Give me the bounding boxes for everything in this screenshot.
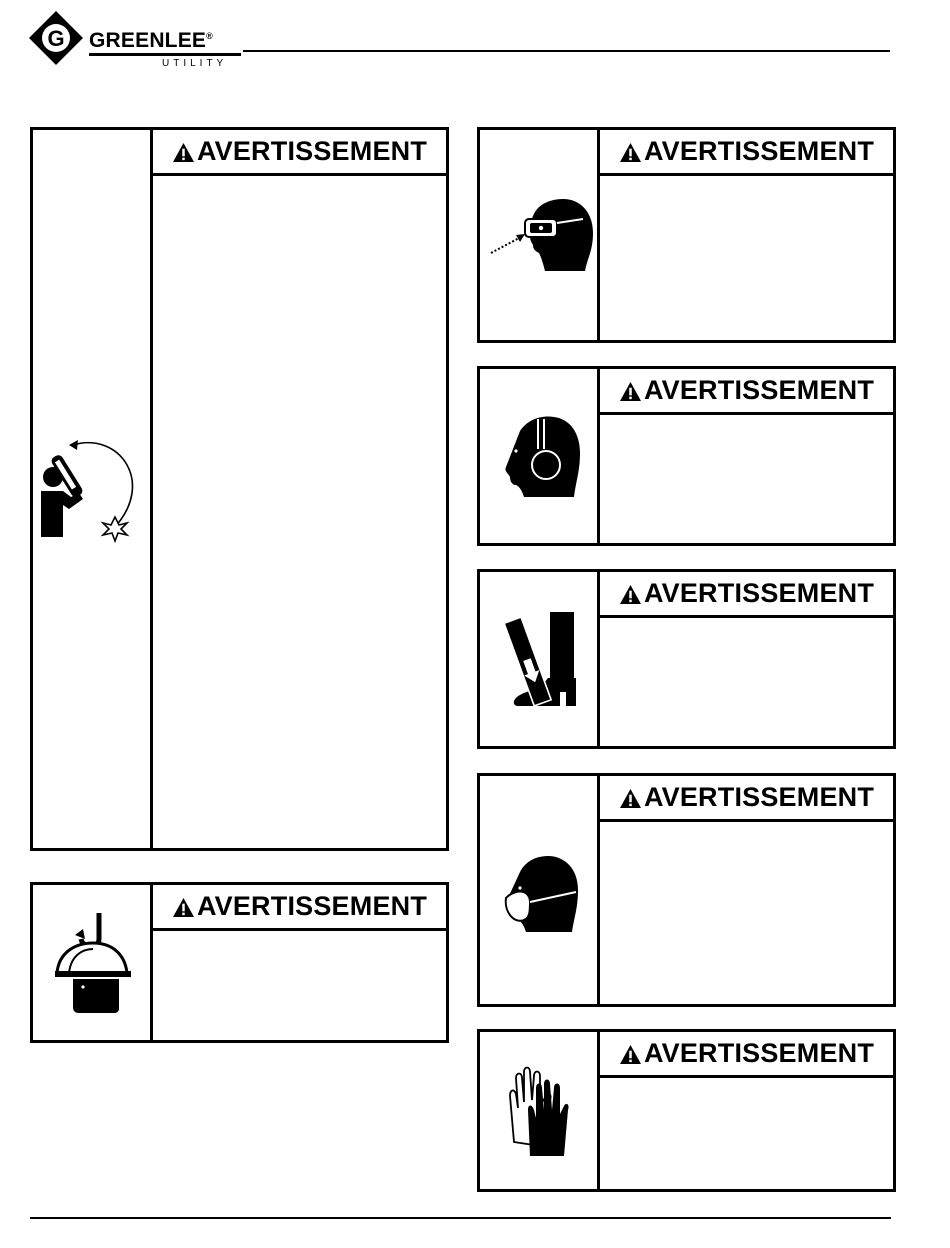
hearing-protection-icon <box>502 415 582 499</box>
warning-header <box>600 572 893 618</box>
warning-label: AVERTISSEMENT <box>643 136 875 166</box>
brand-name <box>89 30 213 51</box>
warning-header <box>153 885 446 931</box>
warning-header <box>600 130 893 176</box>
footer-rule <box>30 1217 891 1219</box>
warning-header <box>600 1032 893 1078</box>
warning-panel-foot-protection <box>477 569 896 749</box>
hard-hat-hook-icon <box>53 913 133 1013</box>
panel-icon-column <box>480 369 600 543</box>
panel-icon-column <box>480 1032 600 1189</box>
brand-division: UTILITY <box>162 58 228 69</box>
registered-mark: ® <box>206 31 213 41</box>
warning-panel-hearing-protection <box>477 366 896 546</box>
greenlee-diamond-icon <box>28 10 84 66</box>
safety-glasses-icon <box>485 197 595 277</box>
warning-label: AVERTISSEMENT <box>643 782 875 812</box>
panel-icon-column <box>480 776 600 1004</box>
greenlee-logo <box>28 10 228 69</box>
warning-triangle-icon <box>619 142 642 163</box>
warning-panel-hard-hat <box>30 882 449 1043</box>
warning-label: AVERTISSEMENT <box>196 136 428 166</box>
warning-triangle-icon <box>619 381 642 402</box>
logo-underline <box>89 53 241 56</box>
falling-object-foot-icon <box>504 610 584 710</box>
warning-triangle-icon <box>619 788 642 809</box>
warning-panel-respiratory-protection <box>477 773 896 1007</box>
warning-header <box>600 776 893 822</box>
logo-letter: G <box>47 26 65 51</box>
panel-icon-column <box>480 130 600 340</box>
warning-triangle-icon <box>172 142 195 163</box>
panel-icon-column <box>33 885 153 1040</box>
warning-header <box>600 369 893 415</box>
swinging-tool-spark-icon <box>39 433 149 543</box>
warning-panel-swinging-tool <box>30 127 449 851</box>
warning-label: AVERTISSEMENT <box>643 375 875 405</box>
warning-triangle-icon <box>172 897 195 918</box>
dust-mask-icon <box>502 854 582 934</box>
warning-header <box>153 130 446 176</box>
brand-name-text: GREENLEE <box>89 29 207 52</box>
warning-label: AVERTISSEMENT <box>643 578 875 608</box>
warning-label: AVERTISSEMENT <box>196 891 428 921</box>
panel-icon-column <box>33 130 153 848</box>
warning-triangle-icon <box>619 584 642 605</box>
panel-icon-column <box>480 572 600 746</box>
warning-triangle-icon <box>619 1044 642 1065</box>
header-rule <box>243 50 890 52</box>
warning-panel-hand-protection <box>477 1029 896 1192</box>
warning-label: AVERTISSEMENT <box>643 1038 875 1068</box>
warning-panel-eye-protection <box>477 127 896 343</box>
gloves-icon <box>506 1066 576 1156</box>
